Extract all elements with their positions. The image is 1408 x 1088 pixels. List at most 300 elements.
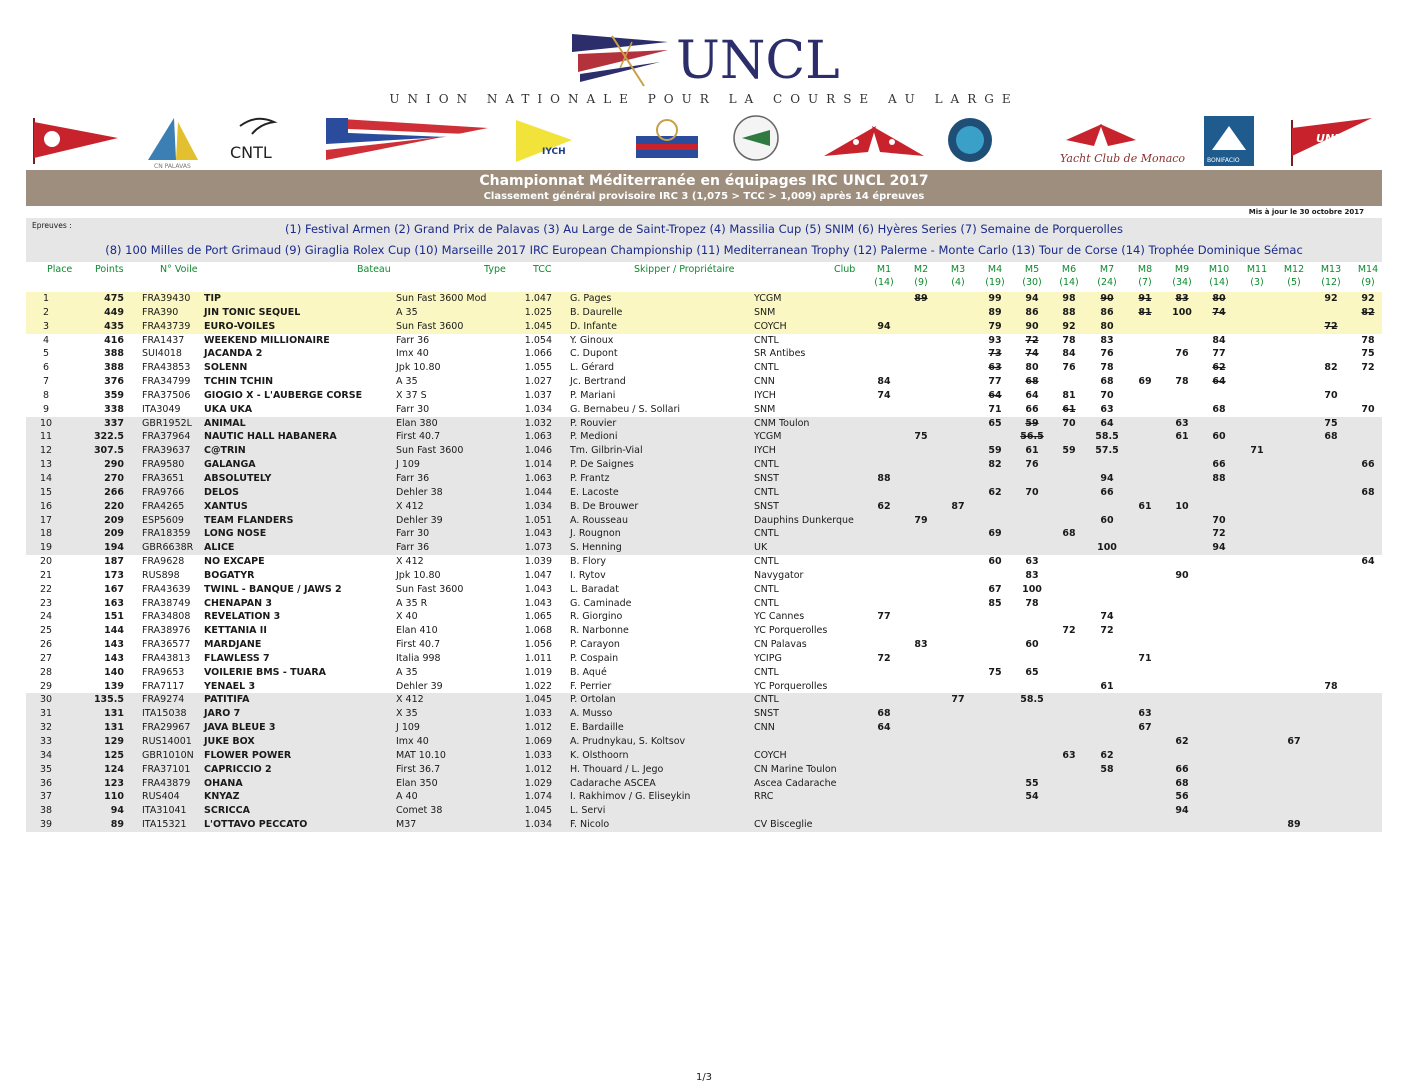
cell-manche-score: 99: [988, 293, 1002, 304]
yacht-club-monaco-icon: [1060, 124, 1185, 165]
cell-type: A 35: [396, 306, 418, 318]
cell-skipper: I. Rytov: [570, 569, 606, 581]
cell-skipper: B. De Brouwer: [570, 500, 639, 512]
cell-manche-score: 77: [951, 694, 965, 706]
brand-tagline: UNION NATIONALE POUR LA COURSE AU LARGE: [389, 92, 1019, 106]
cell-manche-score: 86: [1025, 306, 1039, 318]
cell-points: 416: [104, 334, 124, 346]
manche-header-label: M4: [987, 264, 1003, 275]
cell-club: SR Antibes: [754, 348, 806, 360]
cell-type: First 40.7: [396, 639, 441, 651]
cell-manche-score: 72: [1025, 334, 1039, 346]
manche-header-label: M8: [1137, 264, 1153, 275]
cell-sail: FRA38976: [142, 625, 191, 637]
cell-manche-score: 67: [1138, 722, 1152, 734]
cell-points: 94: [110, 805, 124, 817]
cell-sail: GBR6638R: [142, 542, 194, 554]
table-row: [26, 375, 1382, 389]
cell-tcc: 1.039: [524, 556, 552, 568]
cell-boat: C@TRIN: [204, 445, 246, 457]
cell-manche-score: 83: [1025, 569, 1039, 581]
cell-boat: SCRICCA: [204, 805, 250, 817]
cell-club: CNTL: [754, 556, 779, 568]
table-row: [26, 583, 1382, 597]
cell-manche-score: 76: [1175, 348, 1189, 360]
cell-points: 131: [104, 708, 124, 720]
cell-manche-score: 63: [988, 362, 1002, 374]
cell-manche-score: 77: [988, 376, 1002, 388]
cell-skipper: P. Mariani: [570, 389, 616, 401]
cell-tcc: 1.047: [524, 569, 552, 581]
cell-points: 151: [104, 611, 124, 623]
cell-manche-score: 81: [1138, 306, 1152, 318]
cell-skipper: P. De Saignes: [570, 459, 634, 471]
cell-sail: FRA37506: [142, 389, 191, 401]
cell-place: 34: [39, 749, 53, 761]
cell-place: 12: [39, 445, 53, 457]
events-line-1: (1) Festival Armen (2) Grand Prix de Palavas (3) Au Large de Saint-Tropez (4) Massilia Cup (5) SNIM (6) Hyères Series (7) Semaine de Porquerolles: [285, 222, 1123, 236]
cell-manche-score: 90: [1100, 293, 1114, 304]
cell-type: Dehler 39: [396, 680, 443, 692]
cell-boat: BOGATYR: [204, 569, 255, 581]
cell-sail: GBR1010N: [142, 749, 194, 761]
cell-manche-score: 67: [1287, 736, 1301, 747]
cell-boat: ALICE: [204, 542, 235, 554]
cell-place: 5: [42, 348, 50, 360]
striped-pennant-icon: [326, 118, 488, 160]
cell-manche-score: 68: [1361, 486, 1375, 498]
cell-points: 187: [104, 556, 124, 568]
cell-tcc: 1.011: [524, 652, 552, 664]
cell-sail: FRA39637: [142, 445, 191, 457]
cell-manche-score: 56.5: [1020, 431, 1044, 443]
cell-boat: L'OTTAVO PECCATO: [204, 819, 308, 831]
manche-header-label: M6: [1061, 264, 1077, 275]
table-row: [26, 320, 1382, 334]
cell-club: IYCH: [754, 389, 776, 401]
cell-club: COYCH: [754, 320, 787, 332]
cell-tcc: 1.032: [524, 417, 552, 429]
cell-place: 15: [39, 486, 53, 498]
cell-place: 24: [39, 611, 53, 623]
cell-tcc: 1.074: [524, 791, 552, 803]
cell-type: Farr 36: [396, 472, 430, 484]
events-line-2: (8) 100 Milles de Port Grimaud (9) Giraglia Rolex Cup (10) Marseille 2017 IRC European Championship (11) Mediterranean Trophy (12) Palerme - Monte Carlo (13) Tour de Corse (14) Trophée Dominique Sémac: [105, 243, 1303, 257]
cell-manche-score: 83: [1100, 334, 1114, 346]
cell-manche-score: 75: [988, 666, 1002, 678]
table-row: [26, 417, 1382, 431]
cell-sail: FRA1437: [142, 334, 185, 346]
cell-manche-score: 67: [988, 583, 1002, 595]
cell-club: CNTL: [754, 666, 779, 678]
cell-type: X 37 S: [396, 389, 427, 401]
unm-pennant-icon: [1292, 118, 1372, 166]
cell-manche-score: 90: [1175, 569, 1189, 581]
cell-tcc: 1.043: [524, 597, 552, 609]
cell-tcc: 1.047: [524, 293, 552, 304]
cell-manche-score: 94: [1212, 542, 1226, 554]
cell-manche-score: 94: [1175, 805, 1189, 817]
cell-type: Imx 40: [396, 348, 429, 360]
cell-skipper: L. Baradat: [570, 583, 619, 595]
cell-skipper: A. Rousseau: [570, 514, 628, 526]
uncl-pennant-icon: [572, 34, 668, 86]
cell-tcc: 1.043: [524, 528, 552, 540]
cell-manche-score: 72: [1324, 320, 1338, 332]
cell-skipper: R. Giorgino: [570, 611, 623, 623]
cell-type: Italia 998: [396, 652, 441, 664]
cell-place: 19: [39, 542, 53, 554]
cell-boat: TIP: [204, 293, 221, 304]
cell-club: SNM: [754, 306, 776, 318]
partner-logos: [26, 112, 1382, 170]
cell-place: 4: [42, 334, 50, 346]
table-row: [26, 777, 1382, 791]
iych-burgee-icon: [516, 120, 572, 162]
cell-tcc: 1.034: [524, 819, 552, 831]
cell-tcc: 1.033: [524, 749, 552, 761]
table-row: [26, 735, 1382, 749]
cell-manche-score: 80: [1212, 293, 1226, 304]
cell-place: 16: [39, 500, 53, 512]
cell-club: COYCH: [754, 749, 787, 761]
cell-sail: ESP5609: [142, 514, 184, 526]
cell-manche-score: 62: [988, 486, 1002, 498]
cell-place: 22: [39, 583, 53, 595]
cell-skipper: B. Flory: [570, 556, 607, 568]
cell-manche-score: 90: [1025, 320, 1039, 332]
cell-boat: TWINL - BANQUE / JAWS 2: [204, 583, 342, 595]
cell-manche-score: 88: [877, 472, 891, 484]
cell-skipper: Tm. Gilbrin-Vial: [570, 445, 643, 457]
cell-manche-score: 82: [1324, 362, 1338, 374]
cell-type: Farr 36: [396, 542, 430, 554]
manche-header-coef: (9): [1361, 277, 1375, 288]
cell-manche-score: 81: [1062, 389, 1076, 401]
cell-skipper: R. Narbonne: [570, 625, 629, 637]
cell-place: 18: [39, 528, 53, 540]
cell-manche-score: 89: [988, 306, 1002, 318]
table-row: [26, 347, 1382, 361]
cell-manche-score: 68: [1212, 403, 1226, 415]
cell-manche-score: 54: [1025, 791, 1039, 803]
cell-manche-score: 83: [914, 639, 928, 651]
cell-points: 129: [104, 736, 124, 747]
cell-manche-score: 61: [1138, 500, 1152, 512]
bonifacio-logo-icon: [1204, 116, 1254, 166]
cell-points: 139: [104, 680, 124, 692]
col-header-boat: Bateau: [357, 264, 391, 275]
cell-place: 2: [42, 306, 50, 318]
cell-tcc: 1.054: [524, 334, 552, 346]
cell-type: Sun Fast 3600: [396, 583, 464, 595]
cell-points: 125: [104, 749, 124, 761]
cell-skipper: P. Cospain: [570, 652, 619, 664]
cell-sail: FRA43879: [142, 777, 191, 789]
cell-manche-score: 70: [1361, 403, 1375, 415]
events-legend: [26, 218, 1382, 262]
cell-skipper: L. Gérard: [570, 362, 615, 374]
cell-tcc: 1.014: [524, 459, 552, 471]
cell-points: 209: [104, 528, 124, 540]
cell-points: 110: [104, 791, 124, 803]
cell-manche-score: 82: [988, 459, 1002, 471]
manche-header-label: M12: [1283, 264, 1305, 275]
cell-boat: KNYAZ: [204, 791, 240, 803]
cell-place: 13: [39, 459, 53, 471]
cell-manche-score: 62: [877, 500, 891, 512]
cell-tcc: 1.012: [524, 763, 552, 775]
table-row: [26, 818, 1382, 832]
cell-manche-score: 78: [1175, 376, 1189, 388]
uncl-wordmark: UNCL: [676, 31, 840, 91]
cell-manche-score: 64: [1100, 417, 1114, 429]
title-band: [26, 170, 1382, 206]
cell-type: First 40.7: [396, 431, 441, 443]
cell-manche-score: 69: [1138, 376, 1152, 388]
cell-tcc: 1.056: [524, 639, 552, 651]
cell-manche-score: 72: [1212, 528, 1226, 540]
svg-text:CN PALAVAS: CN PALAVAS: [154, 163, 191, 170]
cell-manche-score: 60: [1212, 431, 1226, 443]
table-row: [26, 707, 1382, 721]
manche-header-label: M3: [950, 264, 966, 275]
cell-place: 30: [39, 694, 53, 706]
cell-manche-score: 68: [1175, 777, 1189, 789]
cell-club: CNTL: [754, 597, 779, 609]
cell-skipper: Cadarache ASCEA: [570, 777, 656, 789]
cell-sail: RUS404: [142, 791, 180, 803]
manche-header-coef: (7): [1138, 277, 1152, 288]
cell-tcc: 1.034: [524, 500, 552, 512]
cell-skipper: I. Rakhimov / G. Eliseykin: [570, 791, 691, 803]
cell-club: CNTL: [754, 583, 779, 595]
table-row: [26, 472, 1382, 486]
cell-type: Farr 36: [396, 334, 430, 346]
cell-manche-score: 68: [877, 708, 891, 720]
cell-tcc: 1.019: [524, 666, 552, 678]
cell-manche-score: 61: [1025, 445, 1039, 457]
cell-manche-score: 68: [1100, 376, 1114, 388]
cell-type: Sun Fast 3600 Mod: [396, 293, 487, 304]
cell-manche-score: 74: [1100, 611, 1114, 623]
cell-manche-score: 72: [877, 652, 891, 664]
manche-header-coef: (30): [1022, 277, 1042, 288]
cell-type: Dehler 39: [396, 514, 443, 526]
cell-manche-score: 75: [1324, 417, 1338, 429]
cell-club: CNTL: [754, 694, 779, 706]
cell-manche-score: 61: [1100, 680, 1114, 692]
table-row: [26, 624, 1382, 638]
cell-points: 167: [104, 583, 124, 595]
cell-points: 388: [104, 348, 124, 360]
update-date: Mis à jour le 30 octobre 2017: [1248, 208, 1364, 216]
cell-sail: SUI4018: [142, 348, 182, 360]
cell-points: 143: [104, 652, 124, 664]
cell-place: 36: [39, 777, 53, 789]
manche-header-label: M5: [1024, 264, 1040, 275]
cell-club: UK: [754, 542, 768, 554]
cell-place: 17: [39, 514, 53, 526]
manche-header-coef: (14): [874, 277, 894, 288]
table-row: [26, 361, 1382, 375]
cell-place: 9: [42, 403, 50, 415]
table-row: [26, 389, 1382, 403]
cell-manche-score: 73: [988, 348, 1002, 360]
page-subtitle: Classement général provisoire IRC 3 (1,075 > TCC > 1,009) après 14 épreuves: [483, 191, 925, 202]
cell-manche-score: 94: [877, 320, 891, 332]
cell-manche-score: 88: [1062, 306, 1076, 318]
cell-points: 89: [110, 819, 124, 831]
table-row: [26, 292, 1382, 306]
cell-boat: FLOWER POWER: [204, 749, 292, 761]
table-row: [26, 804, 1382, 818]
cell-skipper: B. Daurelle: [570, 306, 623, 318]
cell-manche-score: 91: [1138, 293, 1152, 304]
cell-club: CN Palavas: [754, 639, 807, 651]
cell-tcc: 1.025: [524, 306, 552, 318]
cell-boat: GIOGIO X - L'AUBERGE CORSE: [204, 389, 363, 401]
cell-sail: RUS898: [142, 569, 180, 581]
cell-manche-score: 79: [988, 320, 1002, 332]
cell-manche-score: 88: [1212, 472, 1226, 484]
cell-manche-score: 58.5: [1020, 694, 1044, 706]
cell-sail: FRA9274: [142, 694, 185, 706]
cell-club: Navygator: [754, 569, 804, 581]
cell-tcc: 1.022: [524, 680, 552, 692]
cell-place: 39: [39, 819, 53, 831]
cell-manche-score: 94: [1025, 293, 1039, 304]
table-row: [26, 306, 1382, 320]
cell-manche-score: 89: [1287, 819, 1301, 831]
cell-manche-score: 62: [1175, 736, 1189, 747]
cell-manche-score: 69: [988, 528, 1002, 540]
cell-points: 135.5: [93, 694, 124, 706]
cell-club: CNN: [754, 376, 775, 388]
cell-type: Jpk 10.80: [396, 362, 441, 374]
cell-manche-score: 86: [1100, 306, 1114, 318]
cell-skipper: K. Olsthoorn: [570, 749, 629, 761]
cell-club: YC Porquerolles: [754, 680, 828, 692]
manche-header-coef: (14): [1209, 277, 1229, 288]
cell-type: Jpk 10.80: [396, 569, 441, 581]
cell-points: 337: [104, 417, 124, 429]
cell-type: Elan 380: [396, 417, 438, 429]
cell-manche-score: 72: [1100, 625, 1114, 637]
cell-manche-score: 71: [1138, 652, 1152, 664]
table-row: [26, 597, 1382, 611]
cell-type: Sun Fast 3600: [396, 445, 464, 457]
table-row: [26, 403, 1382, 417]
cell-type: Farr 30: [396, 403, 430, 415]
cell-manche-score: 71: [1250, 445, 1264, 457]
cell-boat: CAPRICCIO 2: [204, 763, 272, 775]
club-round-badge-icon: [948, 118, 992, 162]
cell-type: X 412: [396, 556, 424, 568]
cell-place: 1: [42, 293, 50, 304]
cell-manche-score: 64: [1212, 376, 1226, 388]
manche-header-label: M13: [1320, 264, 1342, 275]
cell-tcc: 1.033: [524, 708, 552, 720]
cell-skipper: S. Henning: [570, 542, 622, 554]
col-header-sail: N° Voile: [160, 264, 198, 275]
cell-place: 6: [42, 362, 50, 374]
manche-header-label: M7: [1099, 264, 1115, 275]
manche-header-coef: (24): [1097, 277, 1117, 288]
burgee-red-anchor-icon: [34, 118, 118, 164]
cell-club: CNTL: [754, 528, 779, 540]
cell-manche-score: 84: [1062, 348, 1076, 360]
cell-points: 338: [104, 403, 124, 415]
cell-skipper: P. Medioni: [570, 431, 618, 443]
col-header-type: Type: [484, 264, 506, 275]
cell-sail: FRA4265: [142, 500, 185, 512]
cell-skipper: L. Servi: [570, 805, 606, 817]
cell-skipper: J. Rougnon: [570, 528, 621, 540]
col-header-points: Points: [95, 264, 124, 275]
cell-type: Comet 38: [396, 805, 443, 817]
cell-manche-score: 100: [1172, 306, 1192, 318]
cell-manche-score: 59: [988, 445, 1002, 457]
table-row: [26, 666, 1382, 680]
cell-club: CNTL: [754, 362, 779, 374]
cell-points: 376: [104, 376, 124, 388]
cell-type: X 412: [396, 500, 424, 512]
cell-sail: FRA43813: [142, 652, 191, 664]
cell-points: 435: [104, 320, 124, 332]
cell-place: 8: [42, 389, 50, 401]
cell-tcc: 1.066: [524, 348, 552, 360]
cell-place: 38: [39, 805, 53, 817]
cell-boat: OHANA: [204, 777, 243, 789]
cell-club: CNTL: [754, 459, 779, 471]
manche-header-label: M9: [1174, 264, 1190, 275]
cell-boat: LONG NOSE: [204, 528, 267, 540]
cell-club: CNM Toulon: [754, 417, 810, 429]
cell-manche-score: 58: [1100, 763, 1114, 775]
cell-manche-score: 83: [1175, 293, 1189, 304]
cell-type: J 109: [396, 722, 420, 734]
manche-header-coef: (12): [1321, 277, 1341, 288]
cell-points: 270: [104, 472, 124, 484]
cell-boat: JAVA BLEUE 3: [204, 722, 276, 734]
cell-type: X 35: [396, 708, 418, 720]
cell-manche-score: 59: [1025, 417, 1039, 429]
cell-sail: GBR1952L: [142, 417, 192, 429]
cell-boat: SOLENN: [204, 362, 248, 374]
cell-manche-score: 63: [1138, 708, 1152, 720]
cell-skipper: P. Rouvier: [570, 417, 617, 429]
cell-manche-score: 71: [988, 403, 1002, 415]
table-row: [26, 721, 1382, 735]
cell-skipper: A. Musso: [570, 708, 613, 720]
cell-points: 388: [104, 362, 124, 374]
cell-club: CNTL: [754, 486, 779, 498]
cell-type: J 109: [396, 459, 420, 471]
cell-manche-score: 70: [1062, 417, 1076, 429]
svg-text:BONIFACIO: BONIFACIO: [1207, 157, 1240, 164]
cell-boat: GALANGA: [204, 459, 256, 471]
cell-place: 29: [39, 680, 53, 692]
cell-club: CNTL: [754, 334, 779, 346]
cell-manche-score: 92: [1324, 293, 1338, 304]
cell-manche-score: 64: [1025, 389, 1039, 401]
cell-manche-score: 92: [1361, 293, 1375, 304]
ranking-table: [26, 292, 1382, 832]
cell-boat: DELOS: [204, 486, 240, 498]
cell-points: 449: [104, 306, 124, 318]
cell-points: 220: [104, 500, 124, 512]
